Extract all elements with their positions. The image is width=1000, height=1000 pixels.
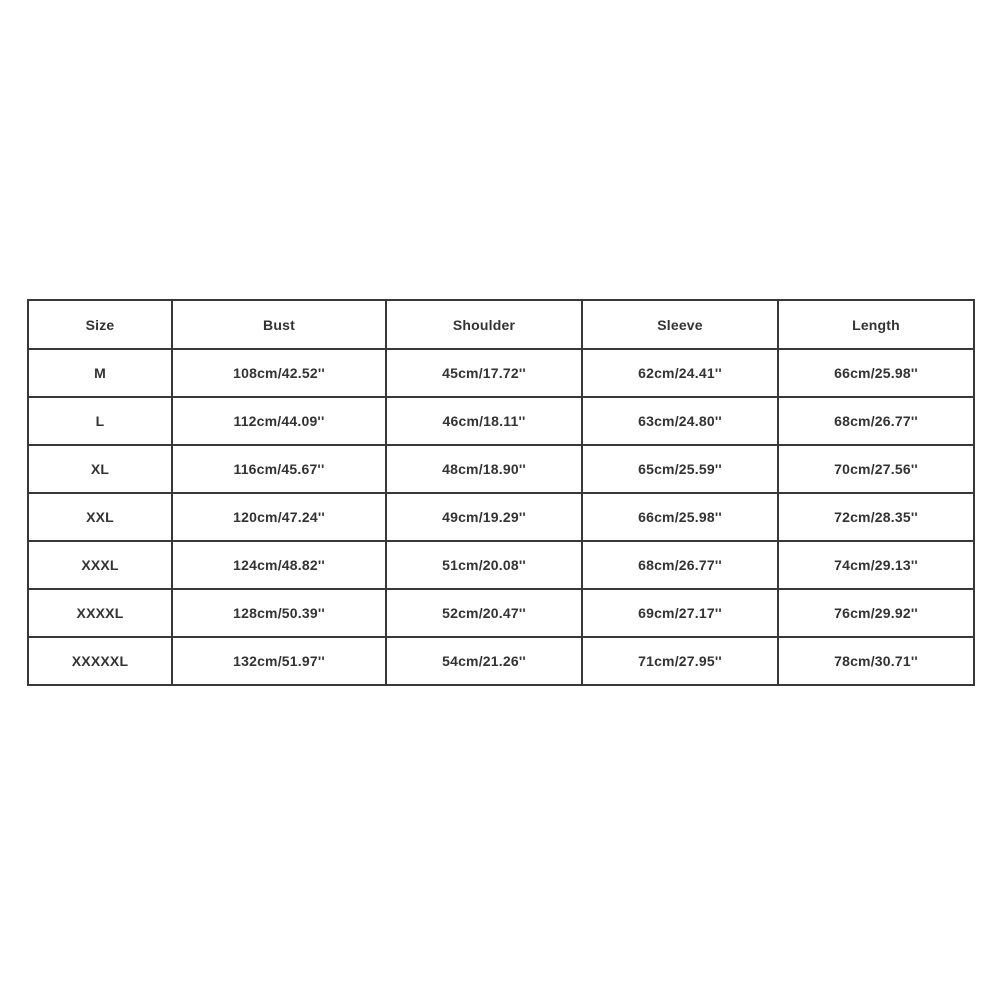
table-row — [28, 445, 974, 493]
measurement-cell: 62cm/24.41'' — [582, 349, 778, 397]
header-bust: Bust — [172, 300, 386, 349]
table-row — [28, 493, 974, 541]
table-row — [28, 541, 974, 589]
size-chart-table — [27, 299, 975, 686]
measurement-cell: 78cm/30.71'' — [778, 637, 974, 685]
size-cell: XL — [28, 445, 172, 493]
header-row — [28, 300, 974, 349]
measurement-cell: 124cm/48.82'' — [172, 541, 386, 589]
measurement-cell: 70cm/27.56'' — [778, 445, 974, 493]
table-row — [28, 589, 974, 637]
measurement-cell: 49cm/19.29'' — [386, 493, 582, 541]
measurement-cell: 52cm/20.47'' — [386, 589, 582, 637]
measurement-cell: 45cm/17.72'' — [386, 349, 582, 397]
measurement-cell: 65cm/25.59'' — [582, 445, 778, 493]
measurement-cell: 46cm/18.11'' — [386, 397, 582, 445]
measurement-cell: 66cm/25.98'' — [778, 349, 974, 397]
size-cell: XXXXXL — [28, 637, 172, 685]
measurement-cell: 51cm/20.08'' — [386, 541, 582, 589]
measurement-cell: 63cm/24.80'' — [582, 397, 778, 445]
measurement-cell: 68cm/26.77'' — [778, 397, 974, 445]
measurement-cell: 68cm/26.77'' — [582, 541, 778, 589]
header-length: Length — [778, 300, 974, 349]
measurement-cell: 128cm/50.39'' — [172, 589, 386, 637]
header-sleeve: Sleeve — [582, 300, 778, 349]
measurement-cell: 69cm/27.17'' — [582, 589, 778, 637]
measurement-cell: 72cm/28.35'' — [778, 493, 974, 541]
measurement-cell: 48cm/18.90'' — [386, 445, 582, 493]
size-cell: XXXXL — [28, 589, 172, 637]
size-cell: XXL — [28, 493, 172, 541]
header-shoulder: Shoulder — [386, 300, 582, 349]
measurement-cell: 120cm/47.24'' — [172, 493, 386, 541]
size-cell: M — [28, 349, 172, 397]
measurement-cell: 66cm/25.98'' — [582, 493, 778, 541]
table-row — [28, 637, 974, 685]
measurement-cell: 71cm/27.95'' — [582, 637, 778, 685]
measurement-cell: 116cm/45.67'' — [172, 445, 386, 493]
measurement-cell: 76cm/29.92'' — [778, 589, 974, 637]
table-row — [28, 349, 974, 397]
measurement-cell: 54cm/21.26'' — [386, 637, 582, 685]
table-row — [28, 397, 974, 445]
measurement-cell: 132cm/51.97'' — [172, 637, 386, 685]
measurement-cell: 112cm/44.09'' — [172, 397, 386, 445]
size-cell: XXXL — [28, 541, 172, 589]
header-size: Size — [28, 300, 172, 349]
size-cell: L — [28, 397, 172, 445]
measurement-cell: 108cm/42.52'' — [172, 349, 386, 397]
measurement-cell: 74cm/29.13'' — [778, 541, 974, 589]
